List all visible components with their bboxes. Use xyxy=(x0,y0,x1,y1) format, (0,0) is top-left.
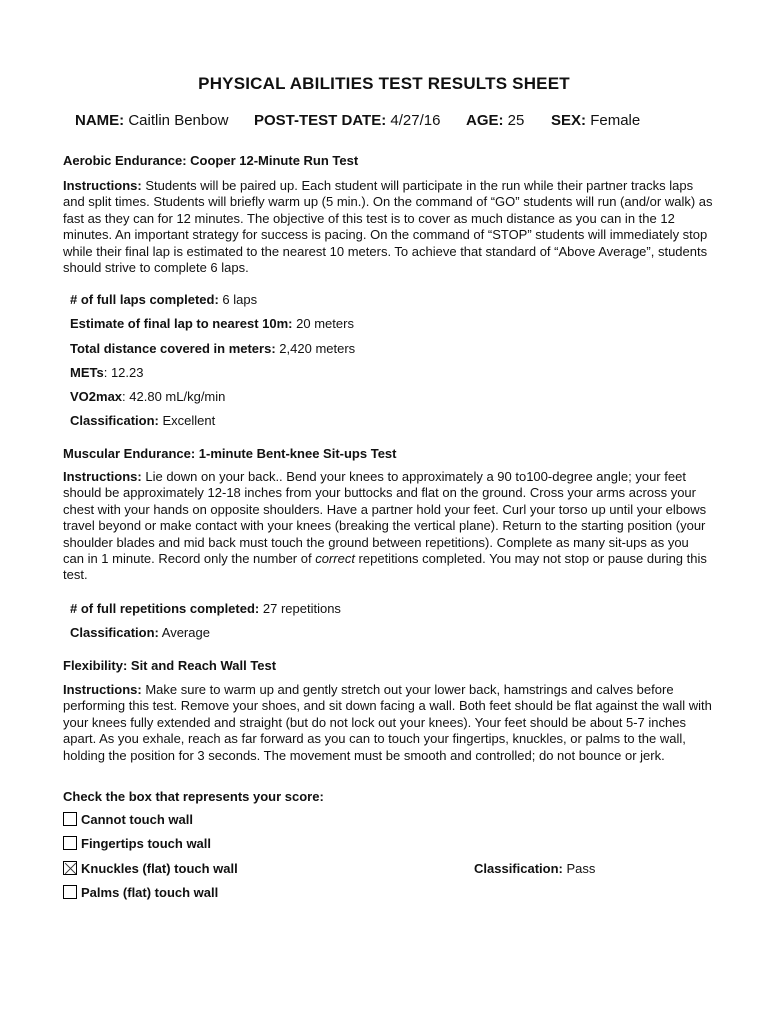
muscular-instructions-emphasis: correct xyxy=(315,551,355,567)
post-test-date-field xyxy=(254,112,440,129)
page-title: PHYSICAL ABILITIES TEST RESULTS SHEET xyxy=(198,74,570,93)
aerobic-instructions-label: Instructions: xyxy=(63,178,142,193)
aerobic-result-distance xyxy=(70,341,355,356)
check-prompt: Check the box that represents your score: xyxy=(63,789,324,804)
sex-value: Female xyxy=(590,112,641,129)
muscular-result-classification xyxy=(70,625,210,640)
checkbox-empty-icon[interactable] xyxy=(63,836,77,850)
option-label: Fingertips touch wall xyxy=(81,835,212,851)
name-field xyxy=(75,112,228,129)
name-label: NAME: xyxy=(75,112,125,129)
result-value: 27 repetitions xyxy=(262,601,341,616)
muscular-instructions-text-2: repetitions completed. You may not stop or pause during this test. xyxy=(63,551,707,583)
classification-value: Pass xyxy=(566,861,596,876)
option-label: Knuckles (flat) touch wall xyxy=(81,860,238,876)
checkbox-empty-icon[interactable] xyxy=(63,885,77,899)
date-label: POST-TEST DATE: xyxy=(254,112,387,129)
result-label: VO2max xyxy=(70,389,123,404)
result-label: Estimate of final lap to nearest 10m: xyxy=(70,316,293,331)
result-label: Classification: xyxy=(70,625,159,640)
option-knuckles[interactable] xyxy=(63,859,238,877)
option-label: Palms (flat) touch wall xyxy=(81,884,219,900)
muscular-result-repetitions xyxy=(70,601,341,616)
flexibility-instructions xyxy=(63,682,713,764)
option-palms[interactable] xyxy=(63,883,218,901)
result-label: Total distance covered in meters: xyxy=(70,341,276,356)
option-fingertips[interactable] xyxy=(63,834,211,852)
result-label: Classification: xyxy=(70,413,159,428)
option-label: Cannot touch wall xyxy=(81,811,193,827)
result-value: 2,420 meters xyxy=(279,341,356,356)
aerobic-result-vo2max xyxy=(70,389,225,404)
age-field xyxy=(466,112,524,129)
option-cannot-touch[interactable] xyxy=(63,810,193,828)
age-value: 25 xyxy=(507,112,525,129)
aerobic-instructions-text: Students will be paired up. Each student will participate in the run while their partner tracks laps and split times. Students will briefly warm up (5 min.). On the command of “GO” students will run (and/or walk) as fast as they can for 12 minutes. The objective of this test is to cover as much distance as you can in the 12 minutes. An important strategy for success is pacing. On the command of “STOP” students will immediately stop while their final lap is estimated to the nearest 10 meters. To achieve that standard of “Above Average”, students should strive to complete 6 laps. xyxy=(63,178,713,276)
muscular-instructions-label: Instructions: xyxy=(63,469,142,484)
flexibility-classification xyxy=(474,861,595,876)
name-value: Caitlin Benbow xyxy=(128,112,229,129)
aerobic-result-classification xyxy=(70,413,215,428)
sex-field xyxy=(551,112,640,129)
result-value: Excellent xyxy=(162,413,216,428)
result-label: # of full laps completed: xyxy=(70,292,219,307)
date-value: 4/27/16 xyxy=(390,112,441,129)
checkbox-empty-icon[interactable] xyxy=(63,812,77,826)
result-value: : 42.80 mL/kg/min xyxy=(122,389,226,404)
aerobic-result-mets xyxy=(70,365,143,380)
aerobic-instructions xyxy=(63,178,713,276)
result-value: Average xyxy=(161,625,210,640)
flexibility-instructions-label: Instructions: xyxy=(63,682,142,697)
muscular-instructions xyxy=(63,469,713,584)
result-value: 6 laps xyxy=(222,292,258,307)
muscular-section-title: Muscular Endurance: 1-minute Bent-knee Sit-ups Test xyxy=(63,446,397,461)
flexibility-instructions-text: Make sure to warm up and gently stretch out your lower back, hamstrings and calves before performing this test. Remove your shoes, and sit down facing a wall. Both feet should be flat against the wall with your knees fully extended and straight (but do not lock out your knees). Your feet should be about 5-7 inches apart. As you exhale, reach as far forward as you can to touch your fingertips, knuckles, or palms to the wall, holding the position for 3 seconds. The movement must be smooth and controlled; do not bounce or jerk. xyxy=(63,682,712,763)
checkbox-checked-icon[interactable] xyxy=(63,861,77,875)
result-label: # of full repetitions completed: xyxy=(70,601,260,616)
muscular-instructions-text-1: Lie down on your back.. Bend your knees to approximately a 90 to100-degree angle; your feet should be approximately 12-18 inches from your buttocks and flat on the ground. Cross your arms across your chest with your hands on opposite shoulders. Have a partner hold your feet. Curl your torso up until your elbows travel beyond or make contact with your knees (breaking the vertical plane). Return to the starting position (your shoulder blades and mid back must touch the ground between repetitions). Complete as many sit-ups as you can in 1 minute. Record only the number of xyxy=(63,469,707,567)
aerobic-section-title: Aerobic Endurance: Cooper 12-Minute Run Test xyxy=(63,153,359,168)
classification-label: Classification: xyxy=(474,861,563,876)
result-value: 20 meters xyxy=(296,316,354,331)
flexibility-section-title: Flexibility: Sit and Reach Wall Test xyxy=(63,658,277,673)
result-value: : 12.23 xyxy=(103,365,144,380)
result-label: METs xyxy=(70,365,104,380)
age-label: AGE: xyxy=(466,112,504,129)
aerobic-result-final-lap xyxy=(70,316,354,331)
sex-label: SEX: xyxy=(551,112,587,129)
aerobic-result-laps xyxy=(70,292,257,307)
